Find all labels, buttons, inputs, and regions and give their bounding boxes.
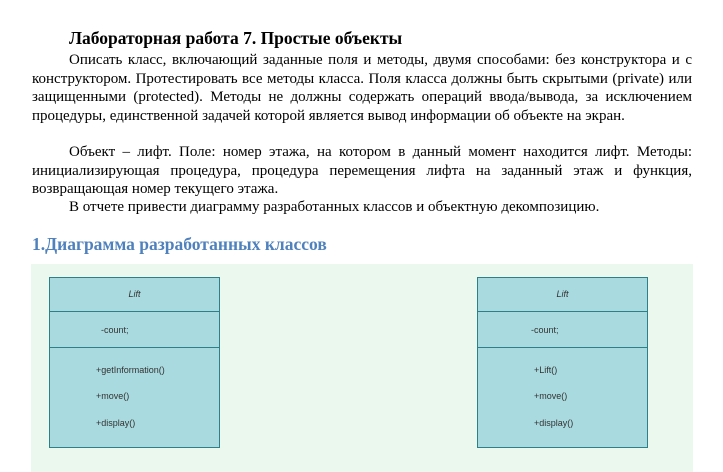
- uml-class-lift-with-constructor: [477, 277, 648, 448]
- uml-class-name: Lift: [50, 278, 219, 312]
- uml-method: +move(): [96, 391, 130, 401]
- uml-class-name: Lift: [478, 278, 647, 312]
- uml-method: +move(): [534, 391, 568, 401]
- uml-method: +display(): [534, 418, 574, 428]
- report-requirement-paragraph: В отчете привести диаграмму разработанных классов и объектную декомпозицию.: [69, 199, 600, 215]
- uml-method: +getInformation(): [96, 365, 165, 375]
- lab-title: Лабораторная работа 7. Простые объекты: [69, 28, 403, 48]
- class-diagram-canvas: [31, 264, 693, 472]
- uml-fields-section: [478, 312, 647, 348]
- uml-class-lift-without-constructor: [49, 277, 220, 448]
- uml-methods-section: [50, 348, 219, 448]
- uml-methods-section: [478, 348, 647, 448]
- uml-fields-section: [50, 312, 219, 348]
- uml-field: -count;: [101, 325, 129, 335]
- object-description-paragraph: Объект – лифт. Поле: номер этажа, на котором в данный момент находится лифт. Методы: инициализирующая процедура, процедура перемещения лифта на заданный этаж и функция, возвращающая номер текущего этажа.: [32, 144, 692, 197]
- uml-field: -count;: [531, 325, 559, 335]
- uml-method: +display(): [96, 418, 136, 428]
- task-paragraph: Описать класс, включающий заданные поля и методы, двумя способами: без конструктора и с конструктором. Протестировать все методы класса. Поля класса должны быть скрытыми (private) или защищенными (protected). Методы не должны содержать операций ввода/вывода, за исключением процедуры, единственной задачей которой является вывод информации об объекте на экран.: [32, 52, 692, 124]
- section-heading-class-diagram: 1.Диаграмма разработанных классов: [32, 234, 327, 254]
- uml-method: +Lift(): [534, 365, 558, 375]
